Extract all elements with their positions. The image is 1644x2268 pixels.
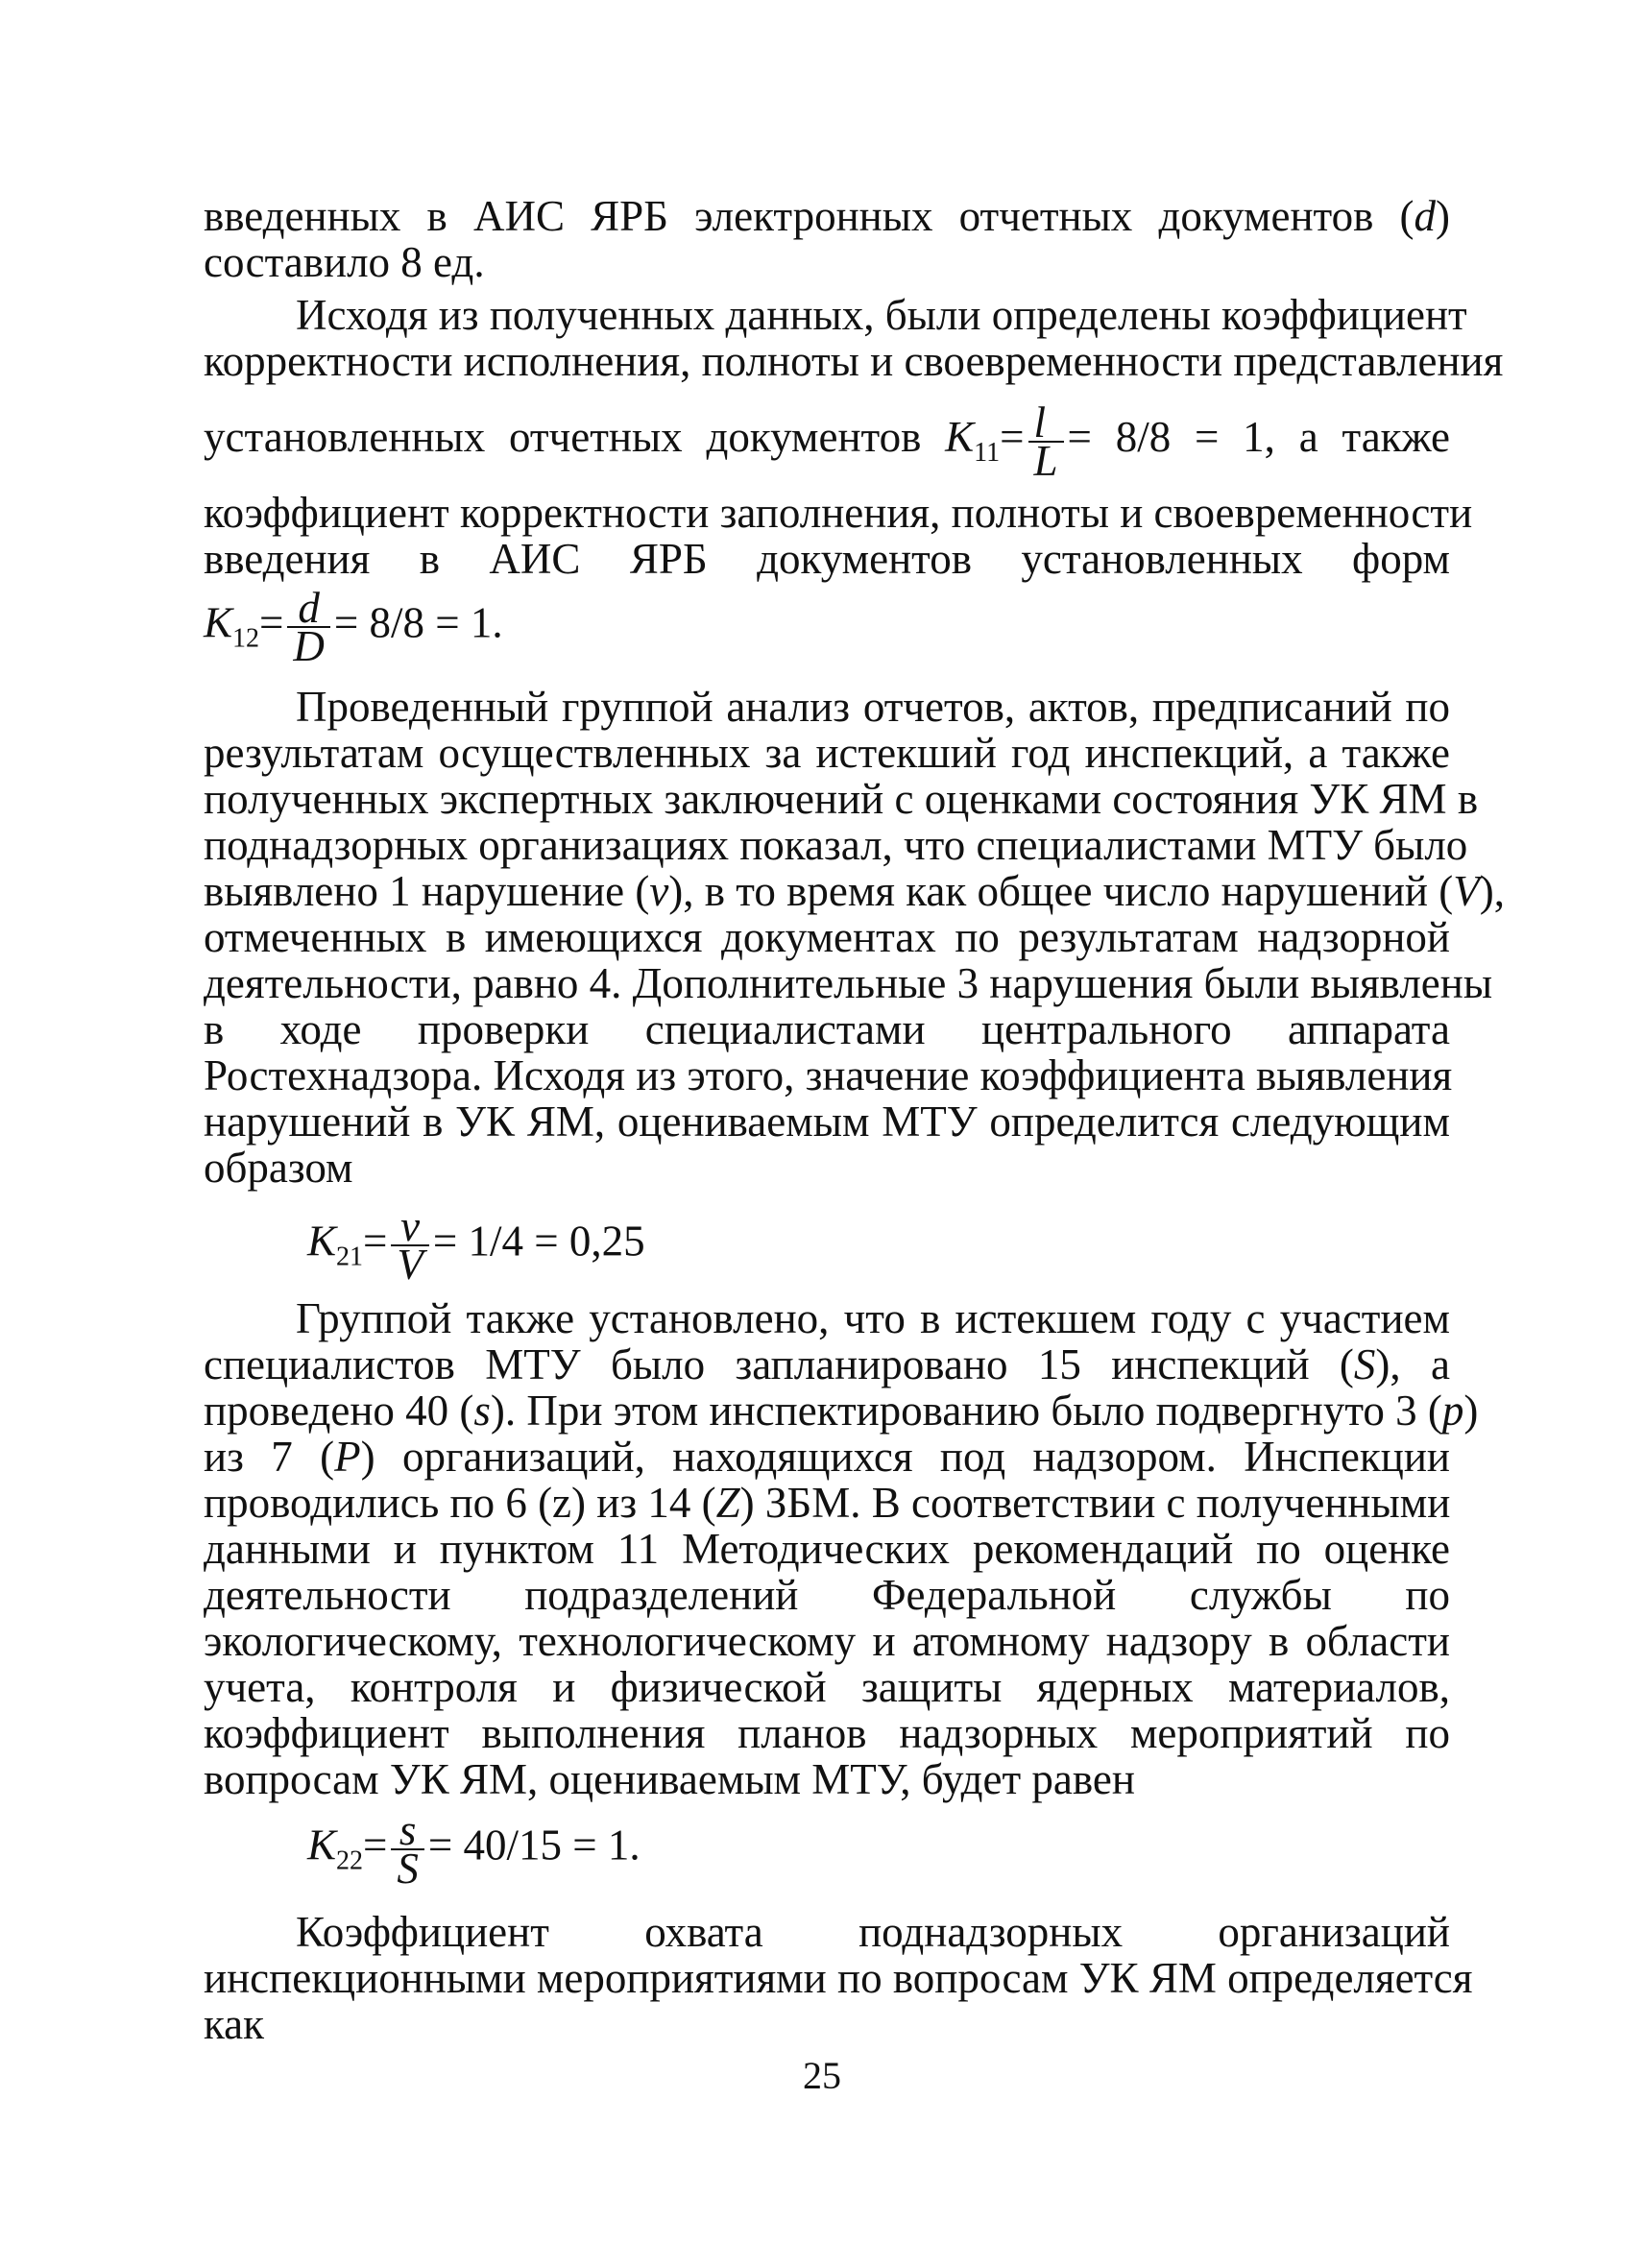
text-line: данными и пунктом 11 Методических рекомендаций по оценке bbox=[204, 1525, 1450, 1573]
text-line: отмеченных в имеющихся документах по результатам надзорной bbox=[204, 913, 1450, 961]
variable-V: V bbox=[1453, 867, 1480, 915]
text-line: коэффициент выполнения планов надзорных мероприятий по bbox=[204, 1709, 1450, 1757]
text-line: вопросам УК ЯМ, оцениваемым МТУ, будет равен bbox=[204, 1755, 1135, 1803]
equals-sign: = bbox=[363, 1217, 388, 1266]
variable-d: d bbox=[1414, 192, 1436, 240]
formula-k12 bbox=[204, 584, 503, 670]
text-run: ), а bbox=[1375, 1340, 1450, 1388]
denominator: V bbox=[397, 1241, 423, 1289]
text-line: как bbox=[204, 2000, 265, 2048]
fraction bbox=[1028, 398, 1064, 485]
k-symbol: K bbox=[307, 1821, 337, 1870]
paragraph-coverage bbox=[204, 1908, 1473, 2048]
paragraph-violations bbox=[204, 683, 1505, 1192]
k-symbol: K bbox=[945, 413, 975, 461]
paragraph-inspections bbox=[204, 1294, 1479, 1803]
variable-v: v bbox=[649, 867, 669, 915]
numerator: d bbox=[287, 590, 330, 628]
text-run: установленных отчетных документов bbox=[204, 413, 922, 461]
numerator: v bbox=[391, 1208, 429, 1246]
text-run: специалистов МТУ было запланировано 15 инспекций ( bbox=[204, 1340, 1354, 1388]
text-line: в ходе проверки специалистами центрального аппарата bbox=[204, 1005, 1450, 1053]
denominator: D bbox=[293, 622, 325, 670]
text-run: выявлено 1 нарушение ( bbox=[204, 867, 650, 915]
text-run: ) организаций, находящихся под надзором. Инспекции bbox=[360, 1433, 1451, 1481]
k-subscript: 22 bbox=[336, 1846, 364, 1876]
equals-sign: = bbox=[363, 1821, 388, 1870]
k-symbol: K bbox=[307, 1217, 337, 1266]
text-line bbox=[204, 193, 1450, 239]
text-line: образом bbox=[204, 1144, 353, 1192]
paragraph-coefficients-k1 bbox=[204, 291, 1504, 583]
variable-s: s bbox=[473, 1387, 491, 1435]
text-run: ) bbox=[1463, 1387, 1479, 1435]
text-line: деятельности, равно 4. Дополнительные 3 нарушения были выявлены bbox=[204, 959, 1493, 1007]
text-line: деятельности подразделений Федеральной службы по bbox=[204, 1571, 1450, 1619]
text-run: а также bbox=[1298, 413, 1451, 461]
formula-value: = 8/8 = 1. bbox=[333, 598, 503, 647]
text-run: из 7 ( bbox=[204, 1433, 335, 1481]
text-line bbox=[204, 1434, 1450, 1480]
text-line: Коэффициент охвата поднадзорных организаций bbox=[296, 1908, 1450, 1956]
k-subscript: 21 bbox=[336, 1242, 364, 1272]
text-line: поднадзорных организациях показал, что специалистами МТУ было bbox=[204, 821, 1468, 869]
numerator: s bbox=[391, 1812, 424, 1850]
variable-P: P bbox=[334, 1433, 361, 1481]
text-line: результатам осуществленных за истекший год инспекций, а также bbox=[204, 729, 1450, 777]
text-run: проводились по 6 (z) из 14 ( bbox=[204, 1479, 716, 1527]
variable-S: S bbox=[1353, 1340, 1376, 1388]
text-line bbox=[204, 867, 1505, 915]
formula-value: = 8/8 = 1, bbox=[1067, 413, 1275, 461]
variable-p: p bbox=[1441, 1387, 1464, 1435]
text-line: корректности исполнения, полноты и своевременности представления bbox=[204, 337, 1504, 385]
text-run: проведено 40 ( bbox=[204, 1387, 474, 1435]
text-run: ) bbox=[1436, 192, 1450, 240]
text-line: инспекционными мероприятиями по вопросам УК ЯМ определяется bbox=[204, 1954, 1473, 2002]
text-line: составило 8 ед. bbox=[204, 238, 485, 286]
text-run: введенных в АИС ЯРБ электронных отчетных документов ( bbox=[204, 192, 1414, 240]
paragraph-continuation bbox=[204, 193, 1450, 285]
text-line: Проведенный группой анализ отчетов, актов, предписаний по bbox=[296, 683, 1450, 731]
variable-Z: Z bbox=[715, 1479, 740, 1527]
text-line: Ростехнадзора. Исходя из этого, значение коэффициента выявления bbox=[204, 1051, 1453, 1099]
k-symbol: K bbox=[204, 598, 233, 647]
formula-value: = 40/15 = 1. bbox=[427, 1821, 641, 1870]
formula-value: = 1/4 = 0,25 bbox=[432, 1217, 645, 1266]
text-line bbox=[204, 1480, 1450, 1526]
formula-k21 bbox=[307, 1202, 645, 1289]
text-run: ). При этом инспектированию было подвергнуто 3 ( bbox=[490, 1387, 1442, 1435]
numerator: l bbox=[1028, 404, 1064, 443]
text-line: коэффициент корректности заполнения, полноты и своевременности bbox=[204, 489, 1473, 537]
denominator: L bbox=[1033, 436, 1058, 485]
text-line: Группой также установлено, что в истекшем году с участием bbox=[296, 1294, 1450, 1342]
text-line: полученных экспертных заключений с оценками состояния УК ЯМ в bbox=[204, 775, 1479, 823]
text-run: ) ЗБМ. В соответствии с полученными bbox=[739, 1479, 1451, 1527]
equals-sign: = bbox=[1000, 413, 1025, 461]
formula-k22 bbox=[307, 1806, 641, 1893]
fraction bbox=[391, 1806, 424, 1893]
k-subscript: 11 bbox=[974, 438, 1001, 468]
text-run: ), в то время как общее число нарушений ( bbox=[668, 867, 1454, 915]
equals-sign: = bbox=[259, 598, 284, 647]
text-line: Исходя из полученных данных, были определены коэффициент bbox=[296, 291, 1467, 339]
formula-k11 bbox=[945, 398, 1275, 485]
text-line bbox=[204, 1387, 1479, 1435]
text-run: ), bbox=[1479, 867, 1505, 915]
fraction bbox=[391, 1202, 429, 1289]
text-line: нарушений в УК ЯМ, оцениваемым МТУ определится следующим bbox=[204, 1098, 1450, 1146]
page-number: 25 bbox=[803, 2054, 841, 2097]
k-subscript: 12 bbox=[232, 623, 260, 654]
text-line bbox=[204, 1341, 1450, 1387]
denominator: S bbox=[397, 1845, 419, 1893]
text-line: введения в АИС ЯРБ документов установленных форм bbox=[204, 535, 1450, 583]
fraction bbox=[287, 584, 330, 670]
text-line: учета, контроля и физической защиты ядерных материалов, bbox=[204, 1663, 1450, 1711]
text-line-with-k11 bbox=[204, 384, 1450, 490]
text-line: экологическому, технологическому и атомному надзору в области bbox=[204, 1617, 1450, 1665]
